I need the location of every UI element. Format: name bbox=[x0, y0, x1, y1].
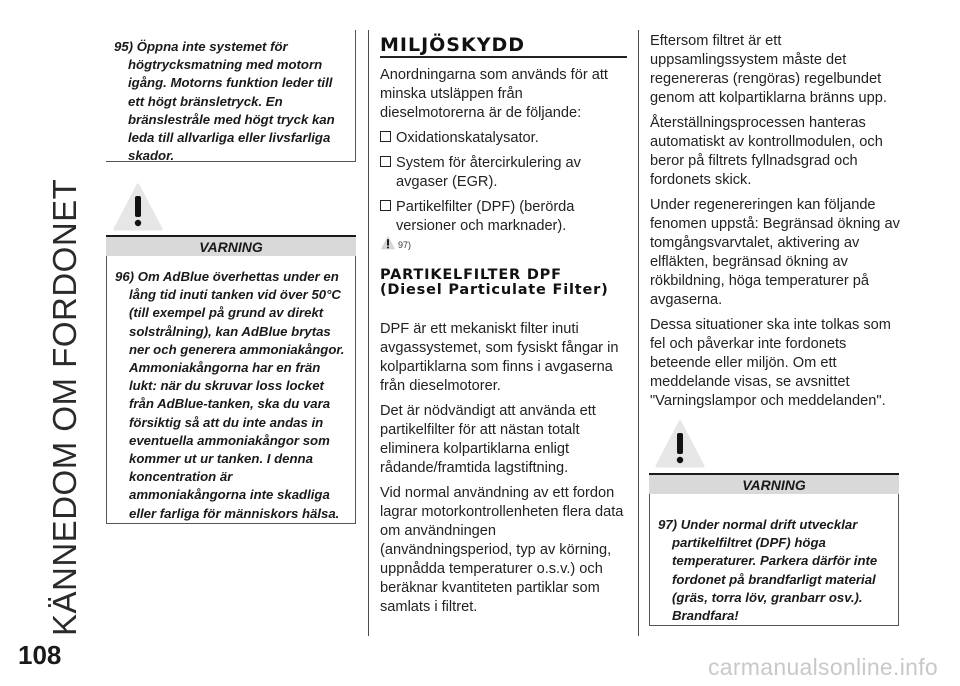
section-heading-miljoskydd: MILJÖSKYDD bbox=[380, 34, 526, 56]
warning-box-95 bbox=[106, 30, 356, 162]
checkbox-bullet-icon bbox=[380, 200, 391, 211]
right-paragraph: Eftersom filtret är ett uppsamlingssystem måste det regenereras (rengöras) regelbundet genom att kolpartiklarna bränns upp. bbox=[650, 33, 887, 106]
dpf-paragraph: DPF är ett mekaniskt filter inuti avgassystemet, som fysiskt fångar in kolpartiklarna som finns i avgaserna från dieselmotorer. bbox=[380, 321, 619, 394]
intro-paragraph: Anordningarna som används för att minska utsläppen från dieselmotorerna är de följande: bbox=[380, 67, 608, 121]
column-divider-right bbox=[638, 30, 639, 636]
warning-box-97 bbox=[649, 494, 899, 626]
heading-underline bbox=[380, 56, 627, 58]
footnote-ref: 97) bbox=[398, 240, 412, 250]
checkbox-bullet-icon bbox=[380, 131, 391, 142]
checkbox-bullet-icon bbox=[380, 156, 391, 167]
list-item: Oxidationskatalysator. bbox=[380, 129, 630, 148]
dpf-paragraph: Vid normal användning av ett fordon lagrar motorkontrollenheten flera data om användningen (användningsperiod, typ av körning, uppnådda temperaturer o.s.v.) och beräknar kvantiteten partiklar som samlats i filtret. bbox=[380, 485, 624, 615]
list-item: Partikelfilter (DPF) (berörda versioner och marknader). bbox=[380, 198, 630, 236]
right-paragraph: Återställningsprocessen hanteras automatiskt av kontrollmodulen, och beror på filtrets fyllnadsgrad och fordonets skick. bbox=[650, 115, 883, 188]
right-paragraph: Dessa situationer ska inte tolkas som fel och påverkar inte fordonets beteende eller miljön. Om ett meddelande visas, se avsnittet "Varningslampor och meddelanden". bbox=[650, 317, 891, 409]
warning-item-95: 95) Öppna inte systemet för högtrycksmatning med motorn igång. Motorns funktion leder till ett högt bränsletryck. En bränslestråle med högt tryck kan leda till allvarliga eller livsfarliga skador. bbox=[114, 39, 335, 164]
side-title-text: KÄNNEDOM OM FORDONET bbox=[46, 178, 83, 636]
warning-triangle-icon bbox=[655, 420, 705, 468]
warning-item-97: 97) Under normal drift utvecklar partikelfiltret (DPF) höga temperaturer. Parkera därför inte fordonet på brandfarligt material (gräs, torra löv, granbarr osv.). Brandfara! bbox=[658, 517, 878, 624]
warning-label-bar: VARNING bbox=[106, 235, 356, 257]
watermark-text: carmanualsonline.info bbox=[707, 654, 938, 680]
side-section-title bbox=[38, 40, 88, 640]
column-divider-left bbox=[368, 30, 369, 636]
dpf-paragraph: Det är nödvändigt att använda ett partikelfilter för att nästan totalt eliminera kolpartiklarna enligt rådande/framtida lagstiftning. bbox=[380, 403, 596, 476]
page-number: 108 bbox=[18, 640, 62, 670]
right-paragraph: Under regenereringen kan följande fenomen uppstå: Begränsad ökning av tomgångsvarvtalet, aktivering av elfläkten, begränsad ökning av rökbildning, höga temperaturer på avgaserna. bbox=[650, 197, 900, 308]
warning-item-96: 96) Om AdBlue överhettas under en lång tid inuti tanken vid över 50°C (till exempel på grund av direkt solstrålning), kan AdBlue brytas ner och generera ammoniakångor. Ammoniakångorna har en frän lukt: när du skruvar loss locket från AdBlue-tanken, ska du vara försiktig så att du inte andas in eventuella ammoniakångor som kommer ut ur tanken. I denna koncentration är ammoniakångorna inte skadliga eller farliga för människors hälsa. bbox=[115, 269, 345, 521]
right-text-block bbox=[650, 32, 902, 417]
middle-text-block bbox=[380, 66, 630, 242]
dpf-text-block bbox=[380, 320, 632, 623]
warning-label-bar: VARNING bbox=[649, 473, 899, 495]
warning-triangle-icon bbox=[113, 183, 163, 231]
subheading-dpf: PARTIKELFILTER DPF (Diesel Particulate Filter) bbox=[380, 267, 609, 298]
list-item: System för återcirkulering av avgaser (EGR). bbox=[380, 154, 630, 192]
warning-box-96 bbox=[106, 256, 356, 524]
small-warning-icon bbox=[380, 235, 396, 255]
